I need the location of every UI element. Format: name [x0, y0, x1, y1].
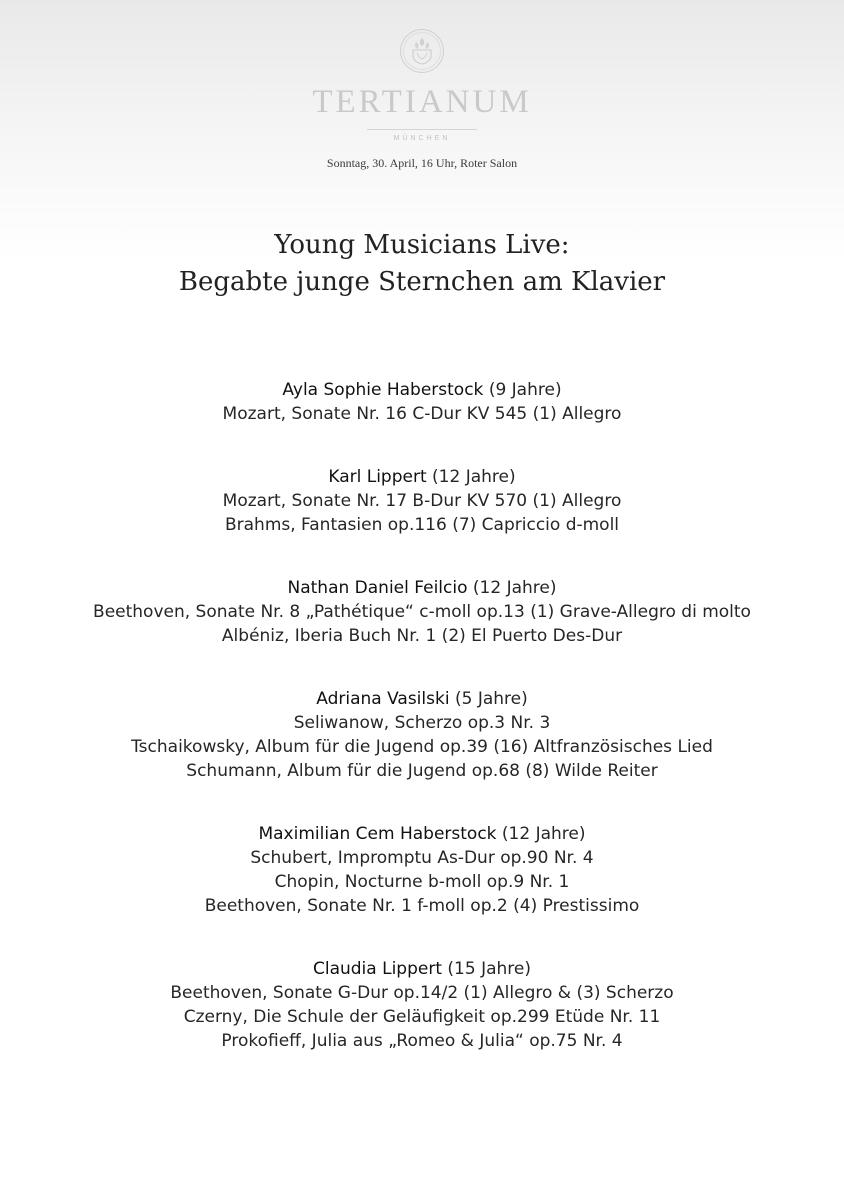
- brand-wordmark: TERTIANUM: [312, 84, 532, 120]
- performer-age: (12 Jahre): [501, 824, 586, 844]
- performer-age: (12 Jahre): [472, 578, 557, 598]
- program-work: Prokofieff, Julia aus „Romeo & Julia“ op.75 Nr. 4: [221, 1031, 623, 1051]
- performer-age: (12 Jahre): [432, 467, 516, 487]
- event-date-line: Sonntag, 30. April, 16 Uhr, Roter Salon: [326, 156, 518, 170]
- header-divider: [367, 129, 477, 130]
- program-work: Beethoven, Sonate Nr. 8 „Pathétique“ c-moll op.13 (1) Grave-Allegro di molto: [93, 602, 751, 622]
- concert-title: [0, 227, 844, 301]
- program-work: Brahms, Fantasien op.116 (7) Capriccio d-moll: [224, 515, 620, 535]
- program-work: Mozart, Sonate Nr. 17 B-Dur KV 570 (1) Allegro: [222, 491, 622, 511]
- performer-entry: [0, 576, 844, 648]
- letterhead: [0, 28, 844, 171]
- performer-age: (15 Jahre): [447, 959, 531, 979]
- performer-entry: [0, 822, 844, 918]
- performer-entry: [0, 465, 844, 537]
- performer-heading: [0, 576, 844, 600]
- program-work: Czerny, Die Schule der Geläufigkeit op.299 Etüde Nr. 11: [183, 1007, 661, 1027]
- performer-entry: [0, 378, 844, 426]
- performer-entry: [0, 957, 844, 1053]
- performer-heading: [0, 465, 844, 489]
- program-list: [0, 378, 844, 1092]
- performer-heading: [0, 687, 844, 711]
- performer-name: Nathan Daniel Feilcio: [287, 578, 468, 598]
- performer-name: Adriana Vasilski: [316, 689, 450, 709]
- program-work: Schumann, Album für die Jugend op.68 (8) Wilde Reiter: [186, 761, 658, 781]
- program-work: Mozart, Sonate Nr. 16 C-Dur KV 545 (1) Allegro: [222, 404, 622, 424]
- performer-entry: [0, 687, 844, 783]
- title-line-1: Young Musicians Live:: [274, 230, 570, 260]
- program-work: Chopin, Nocturne b-moll op.9 Nr. 1: [274, 872, 570, 892]
- program-work: Albéniz, Iberia Buch Nr. 1 (2) El Puerto Des-Dur: [221, 626, 623, 646]
- program-work: Seliwanow, Scherzo op.3 Nr. 3: [293, 713, 551, 733]
- program-work: Beethoven, Sonate Nr. 1 f-moll op.2 (4) Prestissimo: [204, 896, 640, 916]
- performer-heading: [0, 957, 844, 981]
- performer-age: (5 Jahre): [454, 689, 528, 709]
- tertianum-crest-icon: [399, 28, 445, 74]
- performer-name: Ayla Sophie Haberstock: [282, 380, 484, 400]
- performer-heading: [0, 378, 844, 402]
- performer-name: Maximilian Cem Haberstock: [258, 824, 497, 844]
- program-work: Tschaikowsky, Album für die Jugend op.39 (16) Altfranzösisches Lied: [131, 737, 713, 757]
- program-work: Schubert, Impromptu As-Dur op.90 Nr. 4: [250, 848, 594, 868]
- program-work: Beethoven, Sonate G-Dur op.14/2 (1) Allegro & (3) Scherzo: [170, 983, 674, 1003]
- title-line-2: Begabte junge Sternchen am Klavier: [178, 267, 666, 297]
- performer-heading: [0, 822, 844, 846]
- performer-name: Claudia Lippert: [312, 959, 442, 979]
- performer-name: Karl Lippert: [328, 467, 427, 487]
- performer-age: (9 Jahre): [488, 380, 562, 400]
- brand-city: MÜNCHEN: [393, 135, 451, 142]
